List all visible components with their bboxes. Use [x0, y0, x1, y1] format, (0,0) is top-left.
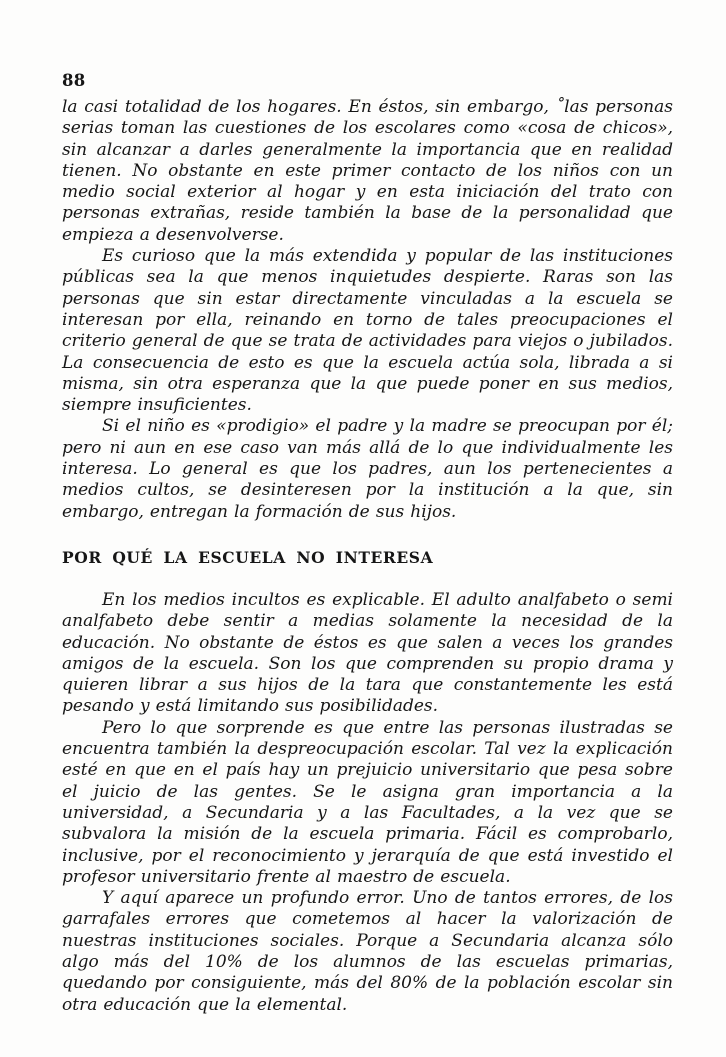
- paragraph: Si el niño es «prodigio» el padre y la madre se preocupan por él; pero ni aun en ese caso van más allá de lo que individualmente les interesa. Lo general es que los padres, aun los pertenecientes a medios cultos, se desinteresen por la institución a la que, sin embargo, entregan la formación de sus hijos.: [62, 416, 673, 522]
- paragraph: Pero lo que sorprende es que entre las personas ilustradas se encuentra también la despreocupación escolar. Tal vez la explicación esté en que en el país hay un prejuicio universitario que pesa sobre el juicio de las gentes. Se le asigna gran importancia a la universidad, a Secundaria y a las Facultades, a la vez que se subvalora la misión de la escuela primaria. Fácil es comprobarlo, inclusive, por el reconocimiento y jerarquía de que está investido el profesor universitario frente al maestro de escuela.: [62, 717, 673, 887]
- paragraph-continuation: la casi totalidad de los hogares. En éstos, sin embargo, ˚las personas serias toman las cuestiones de los escolares como «cosa de chicos», sin alcanzar a darles generalmente la importancia que en realidad tienen. No obstante en este primer contacto de los niños con un medio social exterior al hogar y en esta iniciación del trato con personas extrañas, reside también la base de la personalidad que empieza a desenvolverse.: [62, 97, 673, 245]
- section-heading: POR QUÉ LA ESCUELA NO INTERESA: [62, 547, 434, 567]
- paragraph: Y aquí aparece un profundo error. Uno de tantos errores, de los garrafales errores que cometemos al hacer la valorización de nuestras instituciones sociales. Porque a Secundaria alcanza sólo algo más del 10% de los alumnos de las escuelas primarias, quedando por consiguiente, más del 80% de la población escolar sin otra educación que la elemental.: [62, 888, 673, 1015]
- page-number: 88: [62, 71, 86, 90]
- text-block: [62, 72, 673, 1016]
- paragraph: Es curioso que la más extendida y popular de las instituciones públicas sea la que menos inquietudes despierte. Raras son las personas que sin estar directamente vinculadas a la escuela se interesan por ella, reinando en torno de tales preocupaciones el criterio general de que se trata de actividades para viejos o jubilados. La consecuencia de esto es que la escuela actúa sola, librada a si misma, sin otra esperanza que la que puede poner en sus medios, siempre insuficientes.: [62, 246, 673, 416]
- paragraph: En los medios incultos es explicable. El adulto analfabeto o semi analfabeto debe sentir a medias solamente la necesidad de la educación. No obstante de éstos es que salen a veces los grandes amigos de la escuela. Son los que comprenden su propio drama y quieren librar a sus hijos de la tara que constantemente les está pesando y está limitando sus posibilidades.: [62, 589, 673, 717]
